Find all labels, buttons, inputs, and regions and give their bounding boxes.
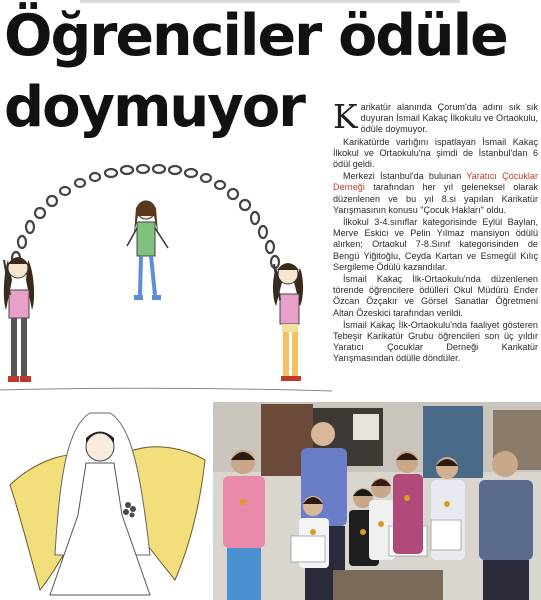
article-paragraph-4: İlkokul 3-4.sınıflar kategorisinde Eylül Baylan, Merve Eskici ve Pelin Yılmaz mansiyon ödülü alırken; Ortaokul 7-8.Sınıf kategorisinden de Bengü Yiğitoğlu, Ceyda Kartan ve Esmegül Kılıç Sergileme Ödülü kazandılar.: [333, 217, 538, 272]
headline-line-2: doymuyor: [4, 75, 304, 140]
association-name-highlight: Yaratıcı Çocuklar Derneği: [333, 171, 538, 193]
article-paragraph-2: Karikatürde varlığını ispatlayan İsmail Kakaç İlkokul ve Ortaokulu'na şimdi de İstanbul'dan 6 ödül geldi.: [333, 136, 538, 170]
article-body: [333, 97, 538, 366]
headline-line-1: Öğrenciler ödüle: [4, 3, 507, 69]
article-paragraph-5: İsmail Kakaç İlk-Ortaokulu'nda düzenlenen törende öğrencilere ödülleri Okul Müdürü Ender Özcan Özçakır ve Görsel Sanatlar Öğretmeni Altan Özeskici tarafından verildi.: [333, 274, 538, 318]
drop-cap: K: [333, 97, 358, 136]
article-paragraph-3: Merkezi İstanbul'da bulunan Yaratıcı Çocuklar Derneği tarafından her yıl geleneksel olarak düzenlenen ve bu yıl 8.si yapılan Karikatür Yarışmasının konusu "Çocuk Hakları" oldu.: [333, 171, 538, 215]
award-ceremony-photo: [213, 402, 541, 600]
bride-drawing: [0, 405, 210, 600]
article-paragraph-1: Karikatür alanında Çorum'da adını sık sık duyuran İsmail Kakaç İlkokulu ve Ortaokulu, ödüle doymuyor.: [333, 97, 538, 136]
article-paragraph-6: İsmail Kakaç İlk-Ortaokulu'nda faaliyet gösteren Tebeşir Karikatür Grubu öğrencileri son üç yıldır Yaratıcı Çocuklar Derneği Karikatür Yarışmasından ödülle döndüler.: [333, 319, 538, 364]
children-jump-rope-drawing: [0, 150, 332, 398]
